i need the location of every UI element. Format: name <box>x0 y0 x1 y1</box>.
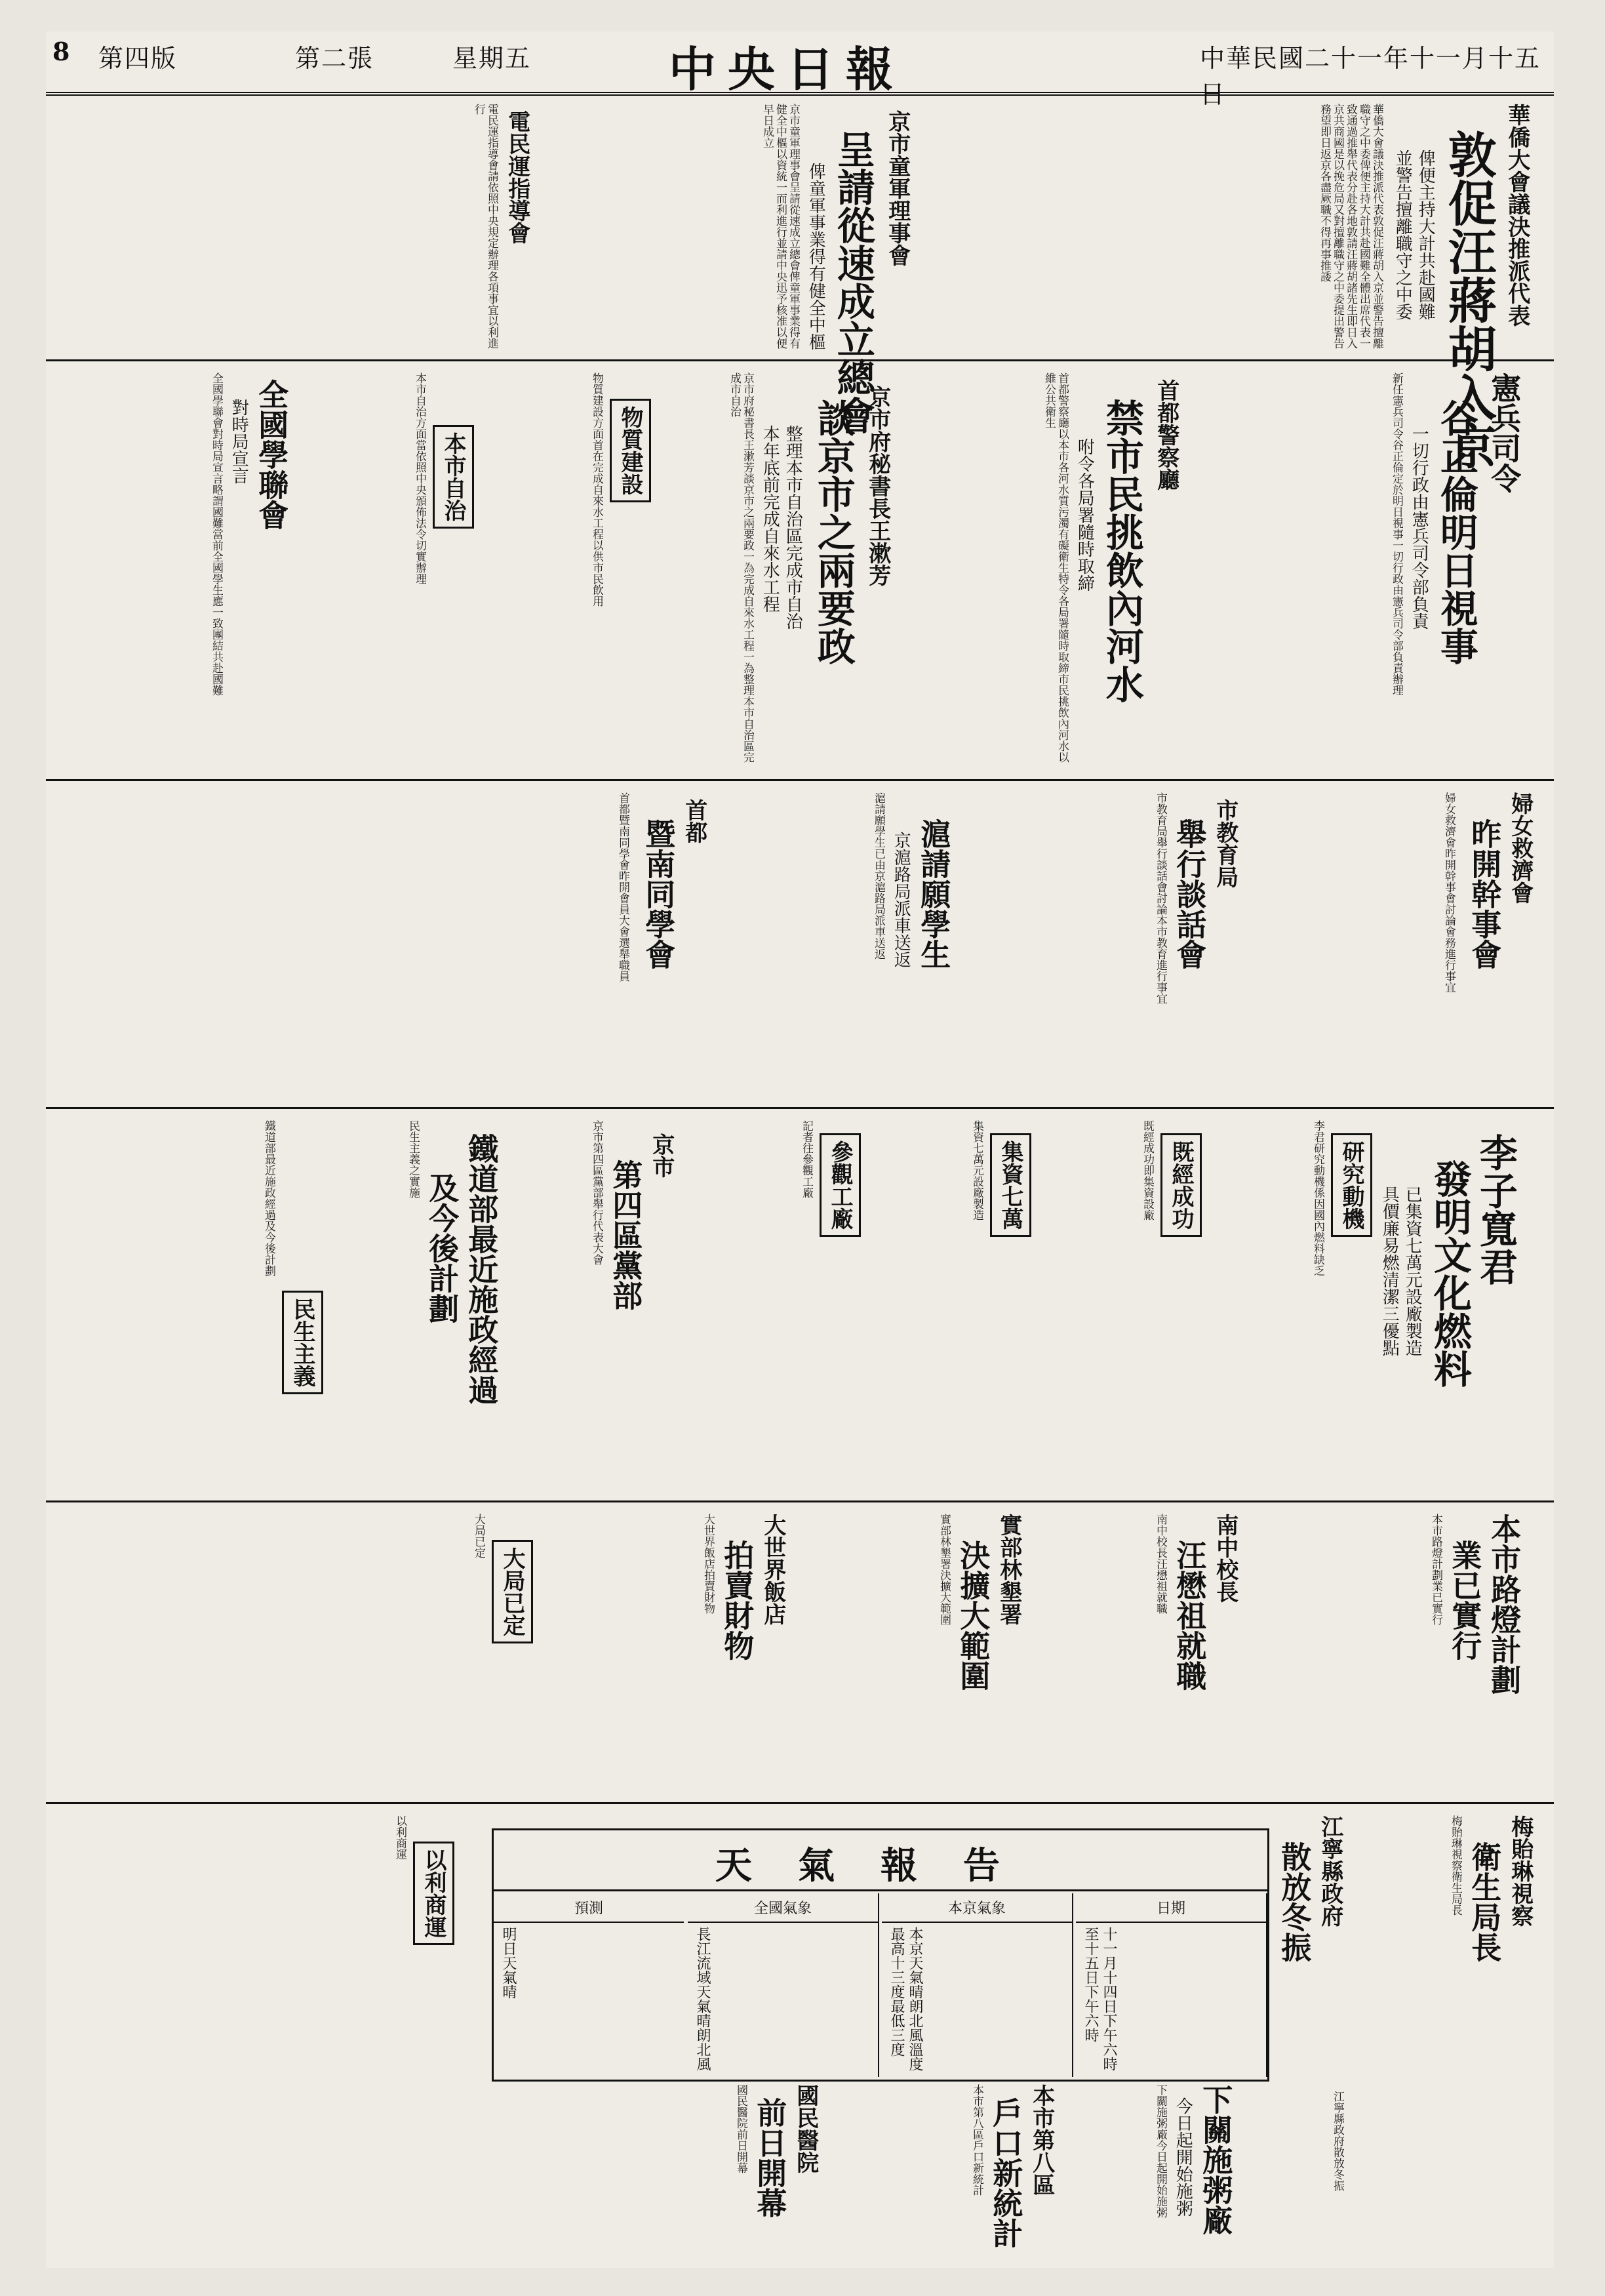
weather-col-text: 本京天氣晴朗北風溫度最高十三度最低三度 <box>888 1927 923 2071</box>
a14-body: 市教育局舉行談話會討論本市教育進行事宜 <box>1154 792 1167 1004</box>
a27-headline: 拍賣財物 <box>719 1540 755 1661</box>
a3-body: 電民運指導會請依照中央規定辦理各項事宜以利進行 <box>472 104 498 349</box>
a21-headline: 鐵道部最近施政經過 <box>464 1133 500 1405</box>
newspaper-page <box>46 31 1554 2268</box>
weather-col-label: 預測 <box>494 1893 684 1923</box>
masthead-page: 第四版 <box>98 44 178 73</box>
a12-body: 滬請願學生已由京滬路局派車送返 <box>872 792 885 959</box>
a22-body: 民生主義之實施 <box>406 1120 420 1198</box>
a11-body: 婦女救濟會昨開幹事會討論會務進行事宜 <box>1442 792 1456 993</box>
a10-headline: 本市自治 <box>433 425 474 529</box>
weather-col-text: 長江流域天氣晴朗北風 <box>694 1927 711 2071</box>
a13-headline: 暨南同學會 <box>641 818 677 969</box>
a31-body: 江寧縣政府散放冬振 <box>1331 2091 1344 2191</box>
masthead-weekday: 星期五 <box>452 44 532 73</box>
a33-kicker: 憲兵司令 <box>1486 373 1522 493</box>
a29-headline: 前日開幕 <box>752 2097 788 2218</box>
a18-body: 集資七萬元設廠製造 <box>970 1120 983 1220</box>
a1-body: 華僑大會議決推派代表敦促汪蔣胡入京並警告擅離職守之中委俾便主持大計共赴國難全體出席代表一致通過推舉代表分赴各地敦請汪蔣胡諸先生即日入京共商國是以挽危局又對擅離職守之中委提出警告務望即日返京各盡厥職不得再事推諉 <box>1318 104 1383 349</box>
masthead-date: 中華民國二十一年十一月十五日 <box>1200 44 1541 109</box>
a8-headline: 談京市之兩要政 <box>810 399 856 665</box>
a15-headline: 李子寬君 <box>1473 1133 1518 1285</box>
weather-col-local <box>882 1893 1073 2077</box>
a25-headline: 汪懋祖就職 <box>1172 1540 1208 1691</box>
a24-body: 以利商運 <box>393 1815 406 1860</box>
a13-kicker: 首都 <box>681 799 707 843</box>
a19-body: 記者往參觀工廠 <box>800 1120 813 1198</box>
a19-headline: 參觀工廠 <box>820 1133 861 1237</box>
a21-body: 鐵道部最近施政經過及今後計劃 <box>262 1120 275 1276</box>
a1-sub2: 並警告擅離職守之中委 <box>1393 150 1413 320</box>
a15-sub: 已集資七萬元設廠製造 <box>1402 1186 1423 1356</box>
a2-sub: 俾童軍事業得有健全中樞 <box>806 163 826 350</box>
a2-body: 京市童軍理事會呈請從速成立總會俾童軍事業得有健全中樞以資統一而利進行並請中央迅予核准以便早日成立 <box>761 104 800 349</box>
weather-col-label: 全國氣象 <box>688 1893 878 1923</box>
a1-headline: 敦促汪蔣胡入京 <box>1440 130 1497 470</box>
a10-body: 本市自治方面當依照中央頒佈法令切實辦理 <box>413 373 426 584</box>
a21-headline2: 及今後計劃 <box>424 1173 460 1323</box>
a25-body: 南中校長汪懋祖就職 <box>1154 1514 1167 1614</box>
a20-headline: 第四區黨部 <box>608 1159 644 1310</box>
a1-kicker: 華僑大會議決推派代表 <box>1503 104 1530 327</box>
a3-headline: 電民運指導會 <box>504 110 530 244</box>
a7-body: 首都警察廳以本市各河水質污濁有礙衛生特令各局署隨時取締市民挑飲內河水以維公共衛生 <box>1042 373 1069 763</box>
a33-headline: 衛生局長 <box>1467 1842 1503 1962</box>
a13-body: 首都暨南同學會昨開會員大會選舉職員 <box>616 792 629 982</box>
a8-sub: 整理本市自治區完成市自治 <box>783 425 803 630</box>
a4-sub: 對時局宣言 <box>229 399 249 484</box>
a27-kicker: 大世界飯店 <box>759 1514 786 1625</box>
a6-sub: 一切行政由憲兵司令部負責 <box>1409 425 1429 630</box>
a26-kicker: 實部林墾署 <box>995 1514 1022 1625</box>
a17-body: 既經成功即集資設廠 <box>1141 1120 1154 1220</box>
a18-headline: 集資七萬 <box>990 1133 1031 1237</box>
a30-headline2: 業已實行 <box>1447 1540 1483 1661</box>
a28-headline: 戶口新統計 <box>988 2097 1024 2248</box>
a22-headline: 民生主義 <box>282 1291 323 1394</box>
a33-body: 梅貽琳視察衛生局長 <box>1449 1815 1462 1916</box>
a2-headline: 呈請從速成立總會 <box>830 130 875 434</box>
a8-kicker: 京市府秘書長王漱芳 <box>864 386 891 586</box>
a16-headline: 研究動機 <box>1331 1133 1372 1237</box>
weather-col-date <box>1076 1893 1267 2077</box>
a9-headline: 物質建設 <box>610 399 651 502</box>
a26-headline: 決擴大範圍 <box>955 1540 991 1691</box>
rule-4 <box>46 1500 1554 1502</box>
a7-headline: 禁市民挑飲內河水 <box>1099 399 1144 703</box>
a31-kicker: 江寧縣政府 <box>1317 1815 1343 1927</box>
weather-col-forecast <box>494 1893 684 2077</box>
a6-body: 新任憲兵司令谷正倫定於明日視事一切行政由憲兵司令部負責辦理 <box>1390 373 1403 696</box>
a12-sub: 京滬路局派車送返 <box>891 832 911 968</box>
a23-body: 大局已定 <box>472 1514 485 1558</box>
weather-col-text: 明日天氣晴 <box>500 1927 517 1999</box>
a23-headline: 大局已定 <box>492 1540 533 1643</box>
weather-report <box>492 1828 1269 2082</box>
a12-headline: 滬請願學生 <box>916 818 952 969</box>
a28-kicker: 本市第八區 <box>1028 2084 1055 2196</box>
a14-kicker: 市教育局 <box>1212 799 1238 888</box>
weather-col-national <box>688 1893 879 2077</box>
a15-headline2: 發明文化燃料 <box>1427 1159 1472 1388</box>
a8-sub2: 本年底前完成自來水工程 <box>760 425 780 613</box>
page-mark: 8 <box>52 37 70 66</box>
a30-headline: 本市路燈計劃 <box>1486 1514 1522 1695</box>
a29-kicker: 國民醫院 <box>792 2084 819 2173</box>
a29-body: 國民醫院前日開幕 <box>734 2084 747 2173</box>
a7-sub: 咐令各局署隨時取締 <box>1075 438 1095 592</box>
a6-headline: 谷正倫明日視事 <box>1433 399 1478 665</box>
rule-5 <box>46 1802 1554 1804</box>
a25-kicker: 南中校長 <box>1212 1514 1238 1603</box>
a7-kicker: 首都警察廳 <box>1153 379 1179 491</box>
a26-body: 實部林墾署決擴大範圍 <box>938 1514 951 1625</box>
a11-headline: 昨開幹事會 <box>1467 818 1503 969</box>
a14-headline: 舉行談話會 <box>1172 818 1208 969</box>
a20-kicker: 京市 <box>648 1133 675 1178</box>
a20-body: 京市第四區黨部舉行代表大會 <box>590 1120 603 1265</box>
a17-headline: 既經成功 <box>1160 1133 1202 1237</box>
weather-title: 天氣報告 <box>715 1844 1046 1887</box>
a27-body: 大世界飯店拍賣財物 <box>702 1514 715 1614</box>
rule-2 <box>46 779 1554 781</box>
a30-body: 本市路燈計劃業已實行 <box>1429 1514 1442 1625</box>
a1-sub: 俾便主持大計共赴國難 <box>1416 150 1436 320</box>
masthead <box>46 31 1554 109</box>
a4-headline: 全國學聯會 <box>254 379 290 530</box>
a16-body: 李君研究動機係因國內燃料缺乏 <box>1311 1120 1324 1276</box>
rule-1 <box>46 359 1554 361</box>
a32-body: 下關施粥廠今日起開始施粥 <box>1154 2084 1167 2218</box>
a9-body: 物質建設方面首在完成自來水工程以供市民飲用 <box>590 373 603 607</box>
a32-headline: 下關施粥廠 <box>1198 2084 1234 2235</box>
weather-col-label: 本京氣象 <box>882 1893 1072 1923</box>
a2-kicker: 京市童軍理事會 <box>884 110 911 266</box>
a11-kicker: 婦女救濟會 <box>1507 792 1534 904</box>
a31-headline: 散放冬振 <box>1277 1842 1313 1962</box>
a15-sub2: 具價廉易燃清潔三優點 <box>1379 1186 1400 1356</box>
weather-col-label: 日期 <box>1076 1893 1266 1923</box>
a32-sub: 今日起開始施粥 <box>1173 2097 1193 2217</box>
masthead-title: 中央日報 <box>669 41 905 97</box>
masthead-sheet: 第二張 <box>295 44 374 73</box>
a4-body: 全國學聯會對時局宣言略謂國難當前全國學生應一致團結共赴國難 <box>210 373 223 696</box>
a8-body: 京市府秘書長王漱芳談京市之兩要政一為完成自來水工程一為整理本市自治區完成市自治 <box>728 373 754 763</box>
a33-kicker-2: 梅貽琳視察 <box>1507 1815 1534 1927</box>
weather-rule <box>494 1889 1267 1891</box>
a28-body: 本市第八區戶口新統計 <box>970 2084 983 2196</box>
a24-headline: 以利商運 <box>413 1842 454 1945</box>
weather-col-text: 十一月十四日下午六時至十五日下午六時 <box>1082 1927 1117 2071</box>
rule-3 <box>46 1107 1554 1109</box>
